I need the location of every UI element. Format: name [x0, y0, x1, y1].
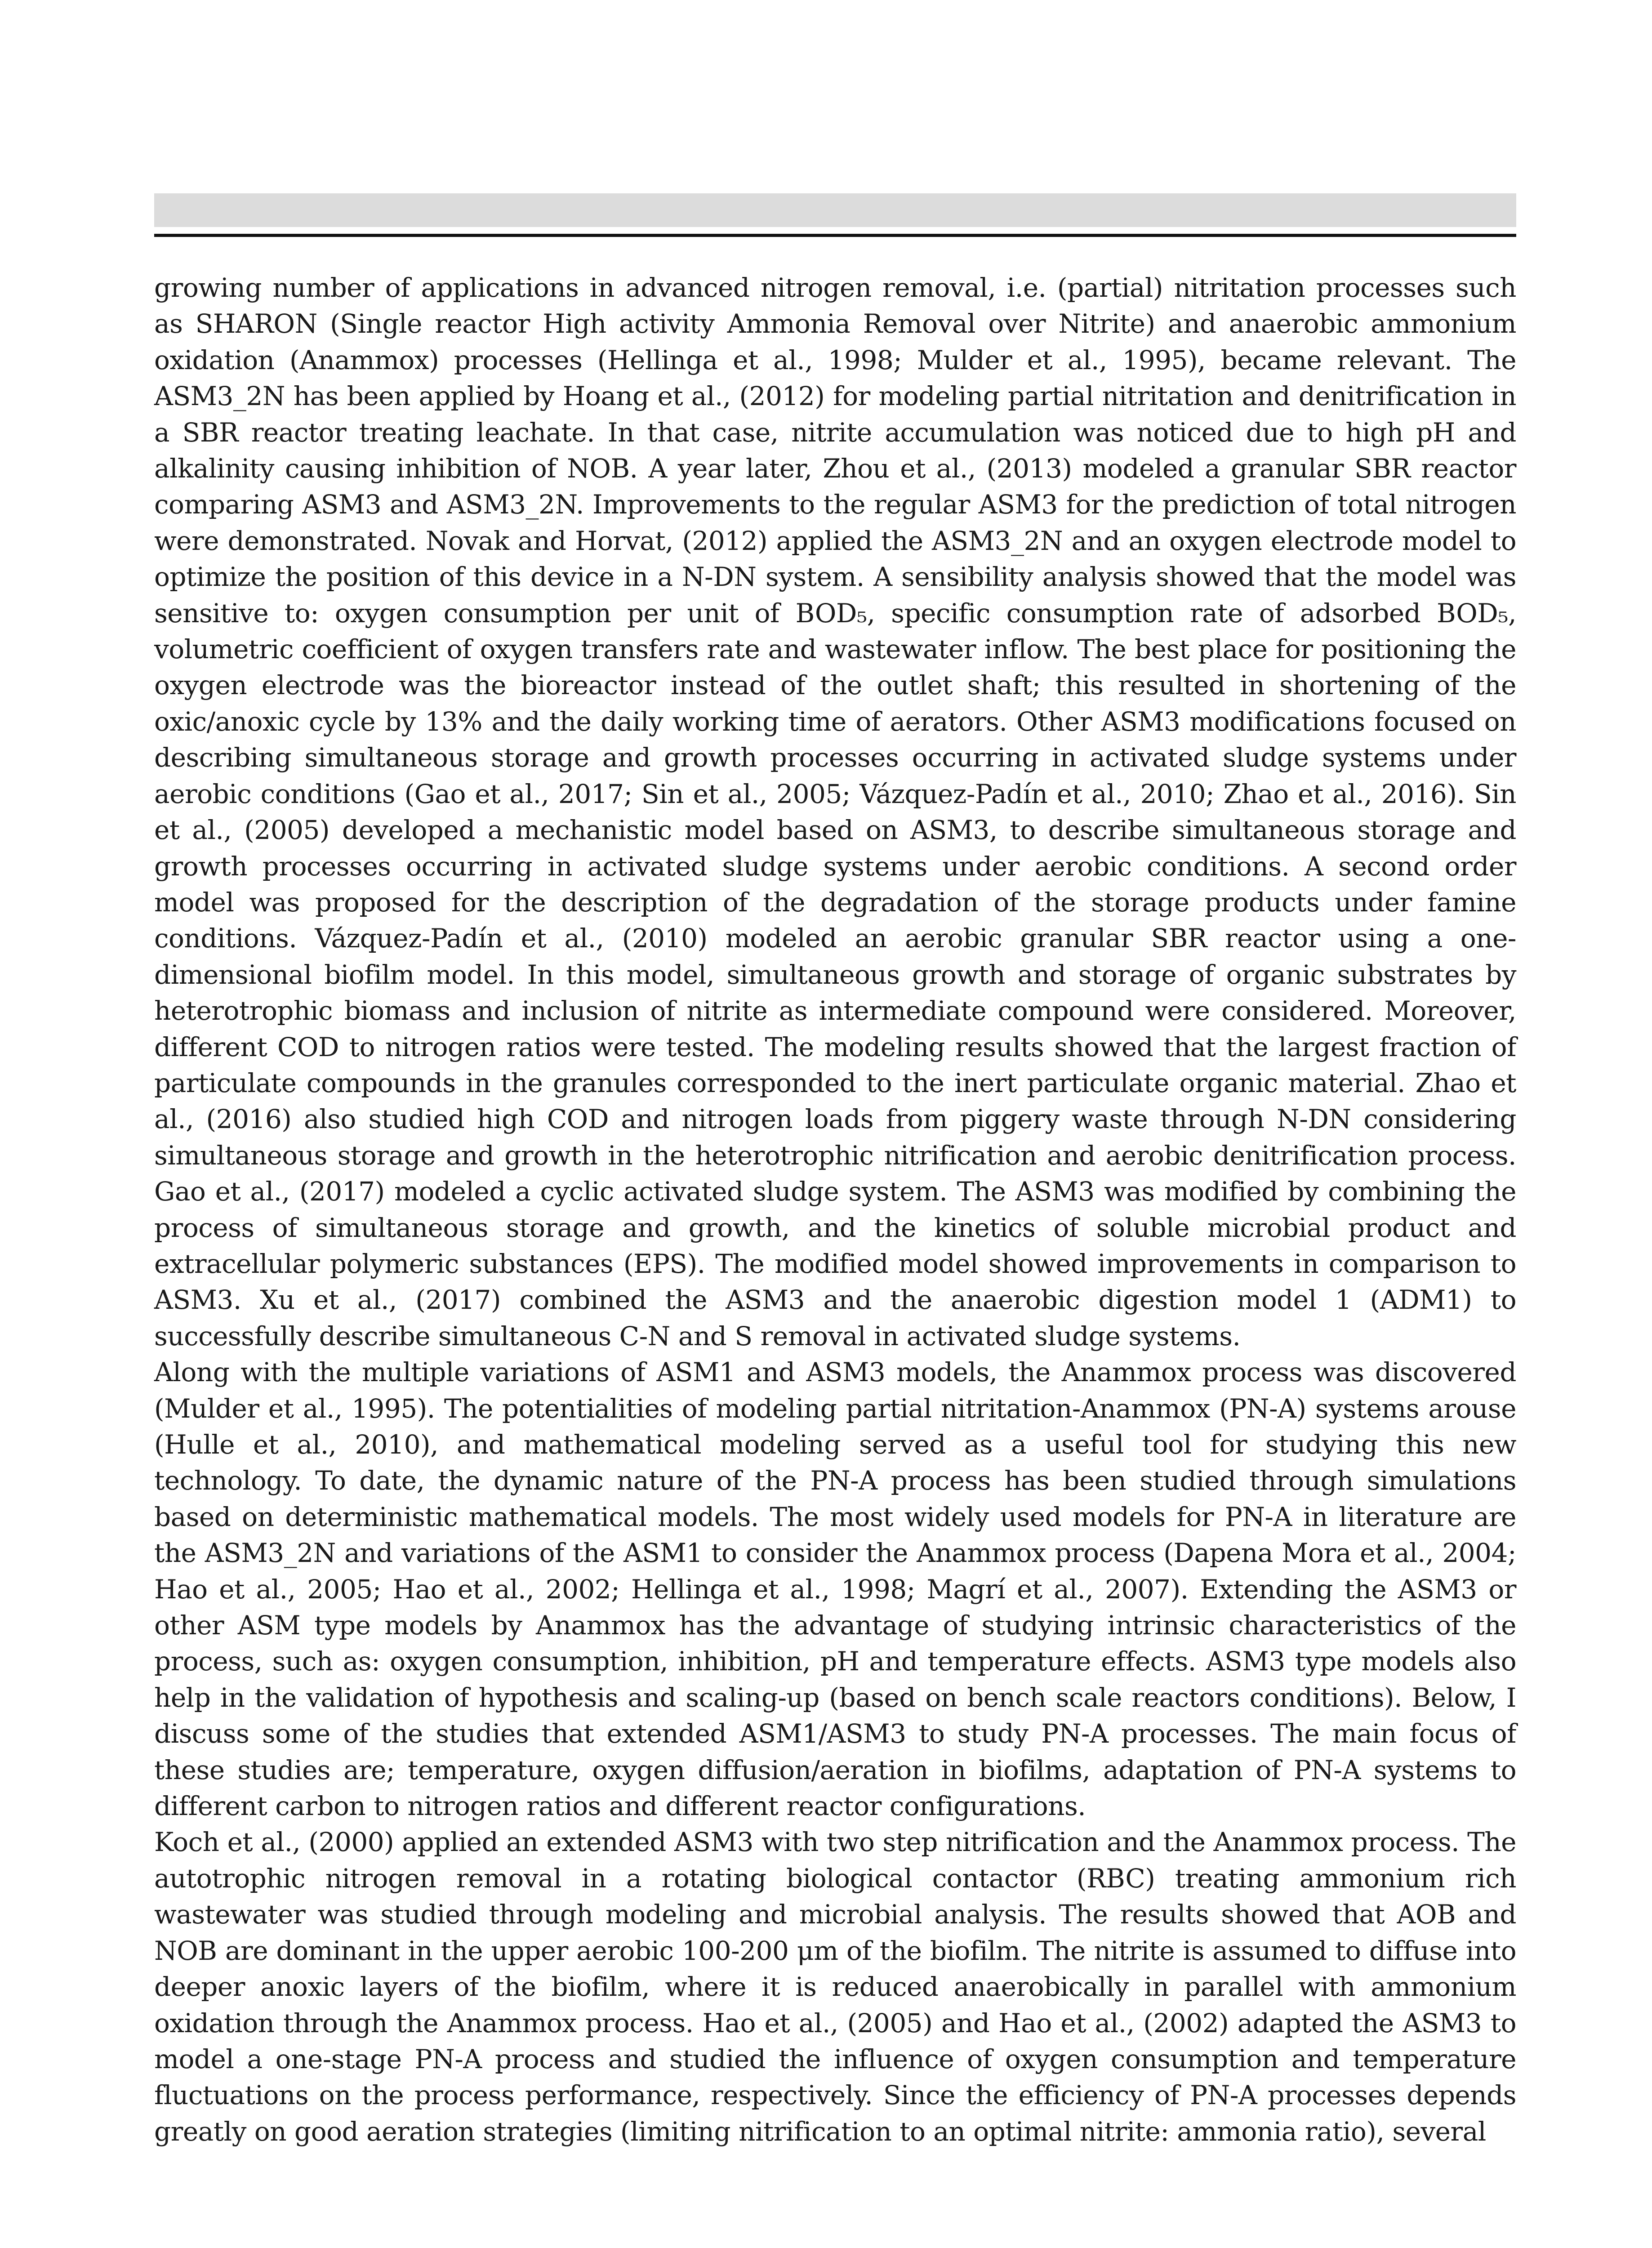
- header-rule: [154, 234, 1516, 237]
- header-band: [154, 193, 1516, 227]
- paragraph-3: Koch et al., (2000) applied an extended ASM3 with two step nitrification and the Anammox process. The autotrophic nitrogen removal in a rotating biological contactor (RBC) treating ammonium rich wastewater was studied through modeling and microbial analysis. The results showed that AOB and NOB are dominant in the upper aerobic 100-200 μm of the biofilm. The nitrite is assumed to diffuse into deeper anoxic layers of the biofilm, where it is reduced anaerobically in parallel with ammonium oxidation through the Anammox process. Hao et al., (2005) and Hao et al., (2002) adapted the ASM3 to model a one-stage PN-A process and studied the influence of oxygen consumption and temperature fluctuations on the process performance, respectively. Since the efficiency of PN-A processes depends greatly on good aeration strategies (limiting nitrification to an optimal nitrite: ammonia ratio), several: [154, 1827, 1516, 2147]
- paragraph-2: Along with the multiple variations of ASM1 and ASM3 models, the Anammox process was discovered (Mulder et al., 1995). The potentialities of modeling partial nitritation-Anammox (PN-A) systems arouse (Hulle et al., 2010), and mathematical modeling served as a useful tool for studying this new technology. To date, the dynamic nature of the PN-A process has been studied through simulations based on deterministic mathematical models. The most widely used models for PN-A in literature are the ASM3_2N and variations of the ASM1 to consider the Anammox process (Dapena Mora et al., 2004; Hao et al., 2005; Hao et al., 2002; Hellinga et al., 1998; Magrí et al., 2007). Extending the ASM3 or other ASM type models by Anammox has the advantage of studying intrinsic characteristics of the process, such as: oxygen consumption, inhibition, pH and temperature effects. ASM3 type models also help in the validation of hypothesis and scaling-up (based on bench scale reactors conditions). Below, I discuss some of the studies that extended ASM1/ASM3 to study PN-A processes. The main focus of these studies are; temperature, oxygen diffusion/aeration in biofilms, adaptation of PN-A systems to different carbon to nitrogen ratios and different reactor configurations.: [154, 1357, 1516, 1822]
- paragraph-1: growing number of applications in advanced nitrogen removal, i.e. (partial) nitritation processes such as SHARON (Single reactor High activity Ammonia Removal over Nitrite) and anaerobic ammonium oxidation (Anammox) processes (Hellinga et al., 1998; Mulder et al., 1995), became relevant. The ASM3_2N has been applied by Hoang et al., (2012) for modeling partial nitritation and denitrification in a SBR reactor treating leachate. In that case, nitrite accumulation was noticed due to high pH and alkalinity causing inhibition of NOB. A year later, Zhou et al., (2013) modeled a granular SBR reactor comparing ASM3 and ASM3_2N. Improvements to the regular ASM3 for the prediction of total nitrogen were demonstrated. Novak and Horvat, (2012) applied the ASM3_2N and an oxygen electrode model to optimize the position of this device in a N-DN system. A sensibility analysis showed that the model was sensitive to: oxygen consumption per unit of BOD₅, specific consumption rate of adsorbed BOD₅, volumetric coefficient of oxygen transfers rate and wastewater inflow. The best place for positioning the oxygen electrode was the bioreactor instead of the outlet shaft; this resulted in shortening of the oxic/anoxic cycle by 13% and the daily working time of aerators. Other ASM3 modifications focused on describing simultaneous storage and growth processes occurring in activated sludge systems under aerobic conditions (Gao et al., 2017; Sin et al., 2005; Vázquez-Padín et al., 2010; Zhao et al., 2016). Sin et al., (2005) developed a mechanistic model based on ASM3, to describe simultaneous storage and growth processes occurring in activated sludge systems under aerobic conditions. A second order model was proposed for the description of the degradation of the storage products under famine conditions. Vázquez-Padín et al., (2010) modeled an aerobic granular SBR reactor using a one-dimensional biofilm model. In this model, simultaneous growth and storage of organic substrates by heterotrophic biomass and inclusion of nitrite as intermediate compound were considered. Moreover, different COD to nitrogen ratios were tested. The modeling results showed that the largest fraction of particulate compounds in the granules corresponded to the inert particulate organic material. Zhao et al., (2016) also studied high COD and nitrogen loads from piggery waste through N-DN considering simultaneous storage and growth in the heterotrophic nitrification and aerobic denitrification process. Gao et al., (2017) modeled a cyclic activated sludge system. The ASM3 was modified by combining the process of simultaneous storage and growth, and the kinetics of soluble microbial product and extracellular polymeric substances (EPS). The modified model showed improvements in comparison to ASM3. Xu et al., (2017) combined the ASM3 and the anaerobic digestion model 1 (ADM1) to successfully describe simultaneous C-N and S removal in activated sludge systems.: [154, 272, 1516, 1351]
- body-text: [154, 270, 1516, 2150]
